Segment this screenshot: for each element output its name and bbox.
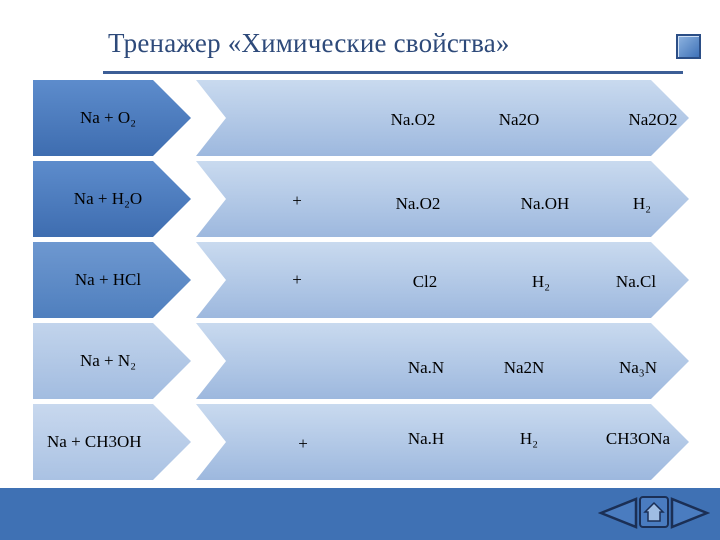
answer-option[interactable]: Na2O2 bbox=[628, 110, 678, 129]
left-triangle-icon[interactable] bbox=[598, 496, 638, 530]
answer-option[interactable]: + bbox=[292, 191, 302, 210]
answer-option[interactable]: Na2N bbox=[503, 358, 545, 377]
row-label: Na + HCl bbox=[74, 270, 142, 289]
answer-option[interactable]: CH3ONa bbox=[605, 429, 671, 448]
answer-option[interactable]: Na.Cl bbox=[615, 272, 657, 291]
row-label: Na + H₂O bbox=[73, 189, 143, 208]
answer-option[interactable]: Na.O2 bbox=[395, 194, 441, 213]
row-arrow bbox=[196, 161, 689, 237]
answer-option[interactable]: Na.H bbox=[407, 429, 445, 448]
home-icon[interactable] bbox=[638, 494, 670, 530]
row-label: Na + N₂ bbox=[79, 351, 137, 370]
answer-option[interactable]: Na₃N bbox=[618, 358, 658, 377]
answer-option[interactable]: + bbox=[298, 434, 308, 453]
row-arrow bbox=[196, 80, 689, 156]
row-1 bbox=[33, 80, 689, 156]
row-3 bbox=[33, 242, 689, 318]
answer-option[interactable]: H₂ bbox=[632, 194, 652, 213]
slide-title: Тренажер «Химические свойства» bbox=[108, 28, 510, 58]
row-label: Na + CH3OH bbox=[47, 432, 142, 451]
row-label: Na + O₂ bbox=[79, 108, 137, 127]
answer-option[interactable]: + bbox=[292, 270, 302, 289]
row-4 bbox=[33, 323, 689, 399]
menu-square-button[interactable] bbox=[676, 34, 701, 59]
answer-option[interactable]: Cl2 bbox=[412, 272, 438, 291]
answer-option[interactable]: Na.OH bbox=[520, 194, 570, 213]
row-2 bbox=[33, 161, 689, 237]
answer-option[interactable]: Na.O2 bbox=[390, 110, 436, 129]
right-triangle-icon[interactable] bbox=[670, 496, 710, 530]
answer-option[interactable]: H₂ bbox=[519, 429, 539, 448]
answer-option[interactable]: Na2O bbox=[498, 110, 540, 129]
row-5 bbox=[33, 404, 689, 480]
answer-option[interactable]: H₂ bbox=[531, 272, 551, 291]
answer-option[interactable]: Na.N bbox=[407, 358, 445, 377]
title-underline bbox=[103, 71, 683, 74]
